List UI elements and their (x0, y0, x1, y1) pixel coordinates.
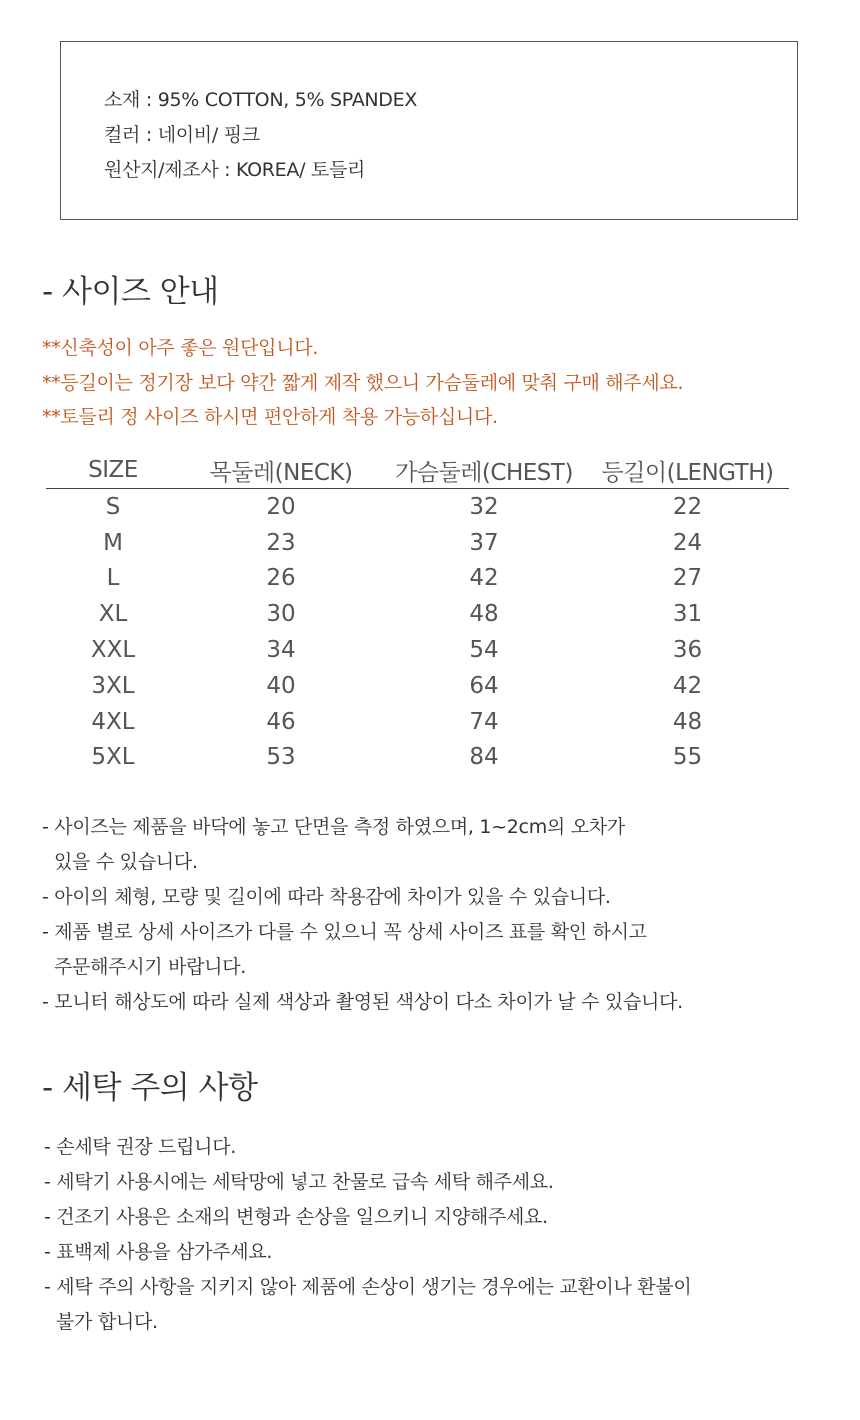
cell-neck: 34 (266, 637, 296, 664)
cell-chest: 74 (469, 708, 499, 735)
washing-item: - 표백제 사용을 삼가주세요. (44, 1241, 273, 1263)
cell-neck: 46 (266, 708, 296, 735)
table-row (46, 704, 789, 740)
washing-item-continued: 불가 합니다. (56, 1311, 158, 1333)
material-text: 소재 : 95% COTTON, 5% SPANDEX (104, 89, 418, 111)
washing-item: - 건조기 사용은 소재의 변형과 손상을 일으키니 지양해주세요. (44, 1206, 548, 1228)
cell-chest: 37 (469, 529, 499, 556)
cell-neck: 40 (266, 672, 296, 699)
cell-size: 3XL (91, 672, 135, 699)
washing-instructions (44, 1130, 691, 1340)
size-note: **등길이는 정기장 보다 약간 짧게 제작 했으니 가슴둘레에 맞춰 구매 해주세요. (42, 371, 684, 394)
cell-length: 27 (672, 565, 703, 592)
disclaimer-item: - 제품 별로 상세 사이즈가 다를 수 있으니 꼭 상세 사이즈 표를 확인 하시고 (42, 921, 647, 943)
cell-neck: 26 (266, 565, 296, 592)
header-size: SIZE (46, 452, 180, 489)
cell-neck: 30 (266, 601, 296, 628)
washing-title: - 세탁 주의 사항 (42, 1070, 258, 1106)
washing-item: - 손세탁 권장 드립니다. (44, 1136, 237, 1158)
cell-size: 5XL (91, 744, 135, 771)
washing-item: - 세탁 주의 사항을 지키지 않아 제품에 손상이 생기는 경우에는 교환이나 환불이 (44, 1276, 692, 1298)
washing-item: - 세탁기 사용시에는 세탁망에 넣고 찬물로 급속 세탁 해주세요. (44, 1171, 554, 1193)
table-row (46, 740, 789, 776)
table-row (46, 525, 789, 561)
table-row (46, 489, 789, 525)
color-text: 컬러 : 네이비/ 핑크 (104, 124, 260, 146)
size-note: **토들리 정 사이즈 하시면 편안하게 착용 가능하십니다. (42, 406, 498, 428)
cell-chest: 64 (469, 672, 499, 699)
cell-size: S (105, 493, 121, 520)
product-info-box (60, 41, 798, 220)
cell-length: 24 (672, 529, 703, 556)
cell-length: 55 (672, 744, 703, 771)
cell-neck: 20 (266, 493, 296, 520)
header-chest: 가슴둘레(CHEST) (382, 452, 586, 489)
cell-length: 36 (672, 637, 703, 664)
disclaimer-item-continued: 주문해주시기 바랍니다. (54, 956, 247, 978)
size-table (46, 452, 789, 775)
size-guide-title: - 사이즈 안내 (42, 274, 219, 310)
size-disclaimers (42, 810, 683, 1020)
table-row (46, 561, 789, 597)
cell-size: 4XL (91, 708, 135, 735)
cell-size: L (106, 565, 120, 592)
cell-chest: 32 (469, 493, 499, 520)
size-table-header-row (46, 452, 789, 489)
header-neck: 목둘레(NECK) (180, 452, 382, 489)
cell-size: M (103, 529, 123, 556)
origin-text: 원산지/제조사 : KOREA/ 토들리 (104, 159, 366, 181)
table-row (46, 596, 789, 632)
cell-length: 42 (672, 672, 703, 699)
table-row (46, 632, 789, 668)
cell-chest: 48 (469, 601, 499, 628)
disclaimer-item: - 아이의 체형, 모량 및 길이에 따라 착용감에 차이가 있을 수 있습니다. (42, 886, 611, 908)
cell-length: 31 (672, 601, 703, 628)
cell-size: XL (98, 601, 128, 628)
disclaimer-item: - 사이즈는 제품을 바닥에 놓고 단면을 측정 하였으며, 1~2cm의 오차가 (42, 816, 625, 838)
cell-size: XXL (90, 637, 136, 664)
header-length: 등길이(LENGTH) (586, 452, 789, 489)
disclaimer-item: - 모니터 해상도에 따라 실제 색상과 촬영된 색상이 다소 차이가 날 수 있습니다. (42, 991, 683, 1013)
cell-length: 48 (672, 708, 703, 735)
cell-chest: 42 (469, 565, 499, 592)
size-guide-notes (42, 331, 683, 435)
size-note: **신축성이 아주 좋은 원단입니다. (42, 337, 319, 359)
disclaimer-item-continued: 있을 수 있습니다. (54, 851, 198, 873)
cell-chest: 54 (469, 637, 499, 664)
table-row (46, 668, 789, 704)
cell-chest: 84 (469, 744, 499, 771)
cell-length: 22 (672, 493, 703, 520)
cell-neck: 23 (266, 529, 296, 556)
cell-neck: 53 (266, 744, 296, 771)
product-info-lines (104, 83, 417, 188)
